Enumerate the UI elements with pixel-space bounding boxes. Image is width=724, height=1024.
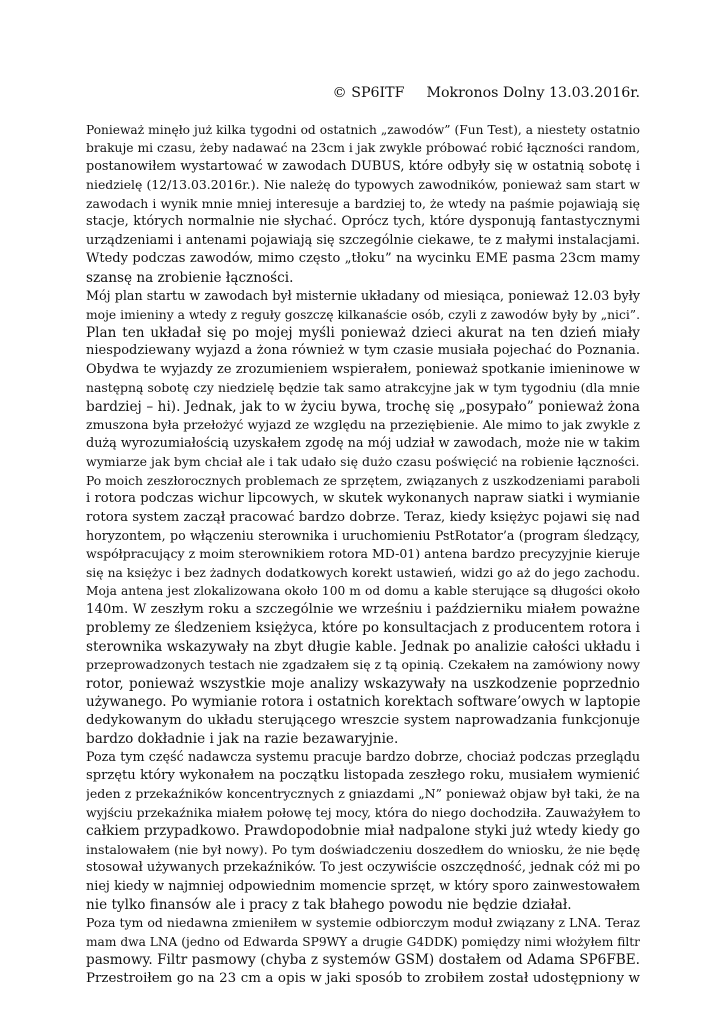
- text-line: dużą wyrozumiałością uzyskałem zgodę na mój udział w zawodach, może nie w takim: [86, 435, 640, 451]
- text-line: Przestroiłem go na 23 cm a opis w jaki sposób to zrobiłem został udostępniony w: [86, 970, 640, 986]
- text-line: nie tylko finansów ale i pracy z tak błahego powodu nie będzie działał.: [86, 897, 572, 914]
- document-header: [300, 84, 640, 102]
- text-line: postanowiłem wystartować w zawodach DUBUS, które odbyły się w ostatnią sobotę i: [86, 158, 640, 174]
- text-line: Ponieważ minęło już kilka tygodni od ostatnich „zawodów” (Fun Test), a niestety ostatnio: [86, 123, 640, 137]
- text-line: Po moich zeszłorocznych problemach ze sprzętem, związanych z uszkodzeniami paraboli: [86, 473, 640, 488]
- text-line: dedykowanym do układu sterującego wreszcie system naprowadzania funkcjonuje: [86, 712, 640, 728]
- text-line: stosował używanych przekaźników. To jest oczywiście oszczędność, jednak cóż mi po: [86, 860, 640, 876]
- article-body: [86, 121, 640, 988]
- text-line: mam dwa LNA (jedno od Edwarda SP9WY a drugie G4DDK) pomiędzy nimi włożyłem filtr: [86, 934, 640, 949]
- text-line: Moja antena jest zlokalizowana około 100 m od domu a kable sterujące są długości około: [86, 584, 640, 599]
- text-line: Poza tym część nadawcza systemu pracuje bardzo dobrze, chociaż podczas przeglądu: [86, 749, 640, 765]
- text-line: Plan ten układał się po mojej myśli ponieważ dzieci akurat na ten dzień miały: [86, 324, 640, 341]
- text-line: szansę na zrobienie łączności.: [86, 269, 294, 286]
- text-line: niedzielę (12/13.03.2016r.). Nie należę do typowych zawodników, ponieważ sam start w: [86, 177, 640, 193]
- text-line: brakuje mi czasu, żeby nadawać na 23cm i jak zwykle próbować robić łączności random,: [86, 141, 640, 156]
- text-line: niespodziewany wyjazd a żona również w tym czasie musiała pojechać do Poznania.: [86, 343, 640, 359]
- text-line: Obydwa te wyjazdy ze zrozumieniem wspierałem, ponieważ spotkanie imieninowe w: [86, 361, 640, 377]
- text-line: sprzętu który wykonałem na początku listopada zeszłego roku, musiałem wymienić: [86, 767, 640, 783]
- text-line: zmuszona była przełożyć wyjazd ze względu na przeziębienie. Ale mimo to jak zwykle z: [86, 417, 640, 433]
- text-line: przeprowadzonych testach nie zgadzałem się z tą opinią. Czekałem na zamówiony nowy: [86, 657, 640, 673]
- text-line: bardziej – hi). Jednak, jak to w życiu bywa, trochę się „posypało” ponieważ żona: [86, 398, 640, 415]
- text-line: rotor, ponieważ wszystkie moje analizy wskazywały na uszkodzenie poprzednio: [86, 675, 640, 692]
- text-line: używanego. Po wymianie rotora i ostatnich korektach software’owych w laptopie: [86, 694, 640, 711]
- text-line: Wtedy podczas zawodów, mimo często „tłoku” na wycinku EME pasma 23cm mamy: [86, 251, 640, 267]
- text-line: urządzeniami i antenami pojawiają się szczególnie ciekawe, te z małymi instalacjami.: [86, 232, 640, 248]
- copyright-callsign: © SP6ITF: [332, 85, 405, 101]
- text-line: i rotora podczas wichur lipcowych, w skutek wykonanych napraw siatki i wymianie: [86, 491, 640, 507]
- text-line: następną sobotę czy niedzielę będzie tak samo atrakcyjne jak w tym tygodniu (dla mnie: [86, 380, 640, 396]
- text-line: bardzo dokładnie i jak na razie bezawaryjnie.: [86, 730, 399, 747]
- text-line: 140m. W zeszłym roku a szczególnie we wrześniu i październiku miałem poważne: [86, 601, 640, 617]
- text-line: jeden z przekaźników koncentrycznych z gniazdami „N” ponieważ objaw był taki, że na: [86, 786, 640, 802]
- text-line: problemy ze śledzeniem księżyca, które po konsultacjach z producentem rotora i: [86, 620, 640, 637]
- text-line: się na księżyc i bez żadnych dodatkowych korekt ustawień, widzi go aż do jego zachodu.: [86, 565, 640, 580]
- text-line: moje imieniny a wtedy z reguły goszczę kilkanaście osób, czyli z zawodów były by „nici”.: [86, 307, 640, 322]
- text-line: wymiarze jak bym chciał ale i tak udało się dużo czasu poświęcić na robienie łączności.: [86, 454, 640, 470]
- text-line: instalowałem (nie był nowy). Po tym doświadczeniu doszedłem do wniosku, że nie będę: [86, 841, 640, 857]
- text-line: pasmowy. Filtr pasmowy (chyba z systemów GSM) dostałem od Adama SP6FBE.: [86, 952, 640, 969]
- text-line: horyzontem, po włączeniu sterownika i uruchomieniu PstRotator’a (program śledzący,: [86, 527, 640, 543]
- text-line: rotora system zaczął pracować bardzo dobrze. Teraz, kiedy księżyc pojawi się nad: [86, 509, 640, 525]
- text-line: Poza tym od niedawna zmieniłem w systemie odbiorczym moduł związany z LNA. Teraz: [86, 915, 640, 931]
- text-line: całkiem przypadkowo. Prawdopodobnie miał nadpalone styki już wtedy kiedy go: [86, 823, 640, 840]
- text-line: wyjściu przekaźnika miałem połowę tej mocy, która do niego dochodziła. Zauważyłem to: [86, 804, 640, 820]
- text-line: niej kiedy w najmniej odpowiednim momencie sprzęt, w który sporo zainwestowałem: [86, 878, 640, 894]
- place-and-date: Mokronos Dolny 13.03.2016r.: [426, 85, 640, 101]
- text-line: Mój plan startu w zawodach był misternie układany od miesiąca, ponieważ 12.03 były: [86, 288, 640, 304]
- text-line: sterownika wskazywały na zbyt długie kable. Jednak po analizie całości układu i: [86, 638, 640, 655]
- text-line: współpracujący z moim sterownikiem rotora MD-01) antena bardzo precyzyjnie kieruje: [86, 546, 640, 562]
- text-line: stacje, których normalnie nie słychać. Oprócz tych, które dysponują fantastycznymi: [86, 214, 640, 230]
- text-line: zawodach i wynik mnie mniej interesuje a bardziej to, że wtedy na paśmie pojawiają się: [86, 195, 640, 211]
